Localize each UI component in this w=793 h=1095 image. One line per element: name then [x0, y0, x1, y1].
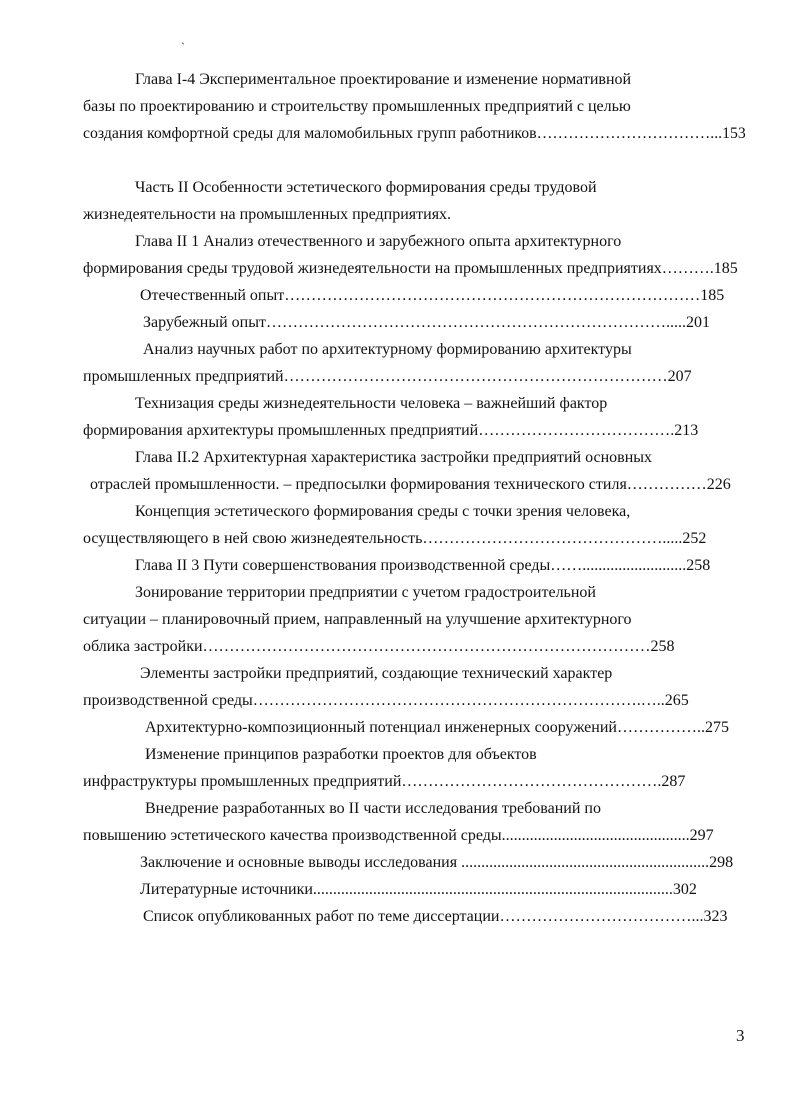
- toc-entry-chapter-2-2: отраслей промышленности. – предпосылки формирования технического стиля……………226: [90, 476, 731, 493]
- toc-entry-conclusion: Заключение и основные выводы исследования ..............................................................298: [140, 854, 734, 871]
- toc-entry: повышению эстетического качества производственной среды...............................................297: [83, 827, 714, 844]
- toc-part-heading: жизнедеятельности на промышленных предприятиях.: [83, 206, 452, 223]
- toc-entry: производственной среды……………………………………………………………….…..265: [83, 692, 689, 709]
- toc-line: Изменение принципов разработки проектов для объектов: [145, 746, 537, 763]
- toc-entry: осуществляющего в ней свою жизнедеятельность……………………………………….....252: [83, 530, 707, 547]
- toc-line: ситуации – планировочный прием, направленный на улучшение архитектурного: [83, 611, 632, 628]
- toc-entry-chapter-2-3: Глава II 3 Пути совершенствования производственной среды……..........................258: [135, 557, 711, 574]
- toc-entry: формирования архитектуры промышленных предприятий……………………………….213: [83, 422, 699, 439]
- toc-entry: Зарубежный опыт………………………………………………………………….....201: [143, 314, 710, 331]
- toc-entry: инфраструктуры промышленных предприятий………………………………………….287: [83, 773, 686, 790]
- toc-line: Внедрение разработанных во II части исследования требований по: [145, 800, 601, 817]
- toc-line: Элементы застройки предприятий, создающие технический характер: [140, 665, 613, 682]
- toc-entry: Отечественный опыт……………………………………………………………………185: [140, 287, 725, 304]
- toc-line: Концепция эстетического формирования среды с точки зрения человека,: [135, 503, 631, 520]
- toc-entry: Архитектурно-композиционный потенциал инженерных сооружений……………..275: [145, 719, 729, 736]
- toc-line: Технизация среды жизнедеятельности человека – важнейший фактор: [135, 395, 608, 412]
- toc-entry-references: Литературные источники..........................................................................................302: [140, 881, 697, 898]
- toc-line: Анализ научных работ по архитектурному формированию архитектуры: [143, 341, 632, 358]
- toc-entry-chapter-1-4: создания комфортной среды для маломобильных групп работников……………………………...153: [83, 125, 746, 142]
- toc-part-heading: Часть II Особенности эстетического формирования среды трудовой: [135, 179, 597, 196]
- scan-speck: `: [181, 40, 185, 54]
- page-number: 3: [736, 1026, 745, 1045]
- toc-line: Зонирование территории предприятии с учетом градостроительной: [135, 584, 596, 601]
- toc-line: Глава II 1 Анализ отечественного и зарубежного опыта архитектурного: [135, 233, 622, 250]
- toc-line: Глава I-4 Экспериментальное проектирование и изменение нормативной: [135, 71, 632, 88]
- toc-entry: промышленных предприятий………………………………………………………………207: [83, 368, 692, 385]
- toc-entry-publications: Список опубликованных работ по теме диссертации………………………………...323: [143, 908, 728, 925]
- toc-entry: облика застройки…………………………………………………………………………258: [83, 638, 675, 655]
- toc-line: Глава II.2 Архитектурная характеристика застройки предприятий основных: [135, 449, 653, 466]
- toc-line: базы по проектированию и строительству промышленных предприятий с целью: [83, 98, 631, 115]
- toc-entry-chapter-2-1: формирования среды трудовой жизнедеятельности на промышленных предприятиях……….185: [83, 260, 738, 277]
